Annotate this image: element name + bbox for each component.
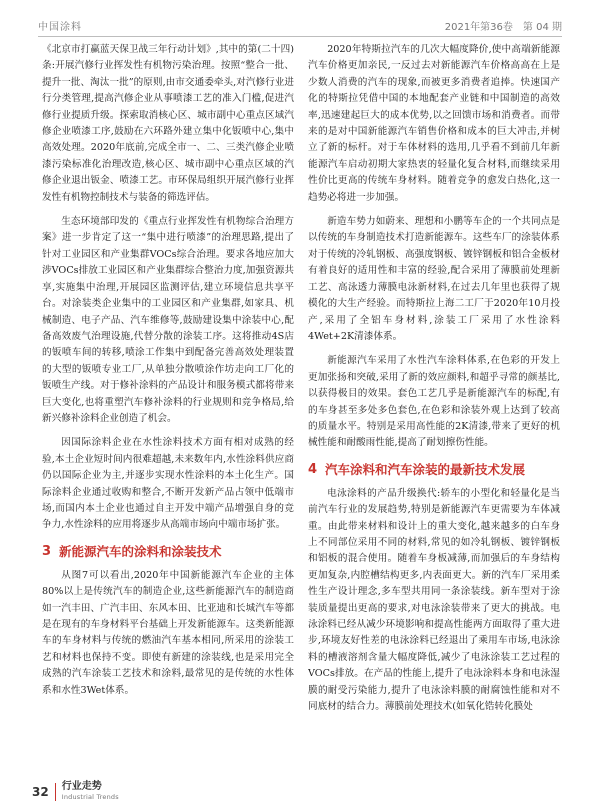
section-number: 3 [42, 543, 52, 559]
paragraph: 新能源汽车采用了水性汽车涂料体系,在色彩的开发上更加张扬和突破,采用了新的效应颜料,和超乎寻常的颜基比,以获得极目的效果。套色工艺几乎是新能源汽车的标配,有的车身甚至多处多色套色,在色彩和涂装外观上达到了较高的质量水平。特别是采用高性能的2K清漆,带来了更好的机械性能和耐酸雨性能,提高了耐划擦伤性能。 [308, 355, 560, 449]
section-title: 新能源汽车的涂料和涂装技术 [59, 543, 222, 559]
column-title [62, 782, 119, 802]
page-footer [32, 782, 119, 802]
paragraph: 2020年特斯拉汽车的几次大幅度降价,使中高端新能源汽车价格更加亲民,一反过去对新能源汽车价格高高在上是少数人消费的汽车的现象,而被更多消费者追捧。快速国产化的特斯拉凭借中国的本地配套产业链和中国制造的高效率,迅速建起巨大的成本优势,以之回馈市场和消费者。而带来的是对中国新能源汽车销售价格和成本的巨大冲击,并树立了新的标杆。对于车体材料的选用,几乎看不到前几年新能源汽车启动初期大家热衷的轻量化复合材料,而继续采用性价比更高的传统车身材料。随着竞争的愈发白热化,这一趋势必将进一步加强。 [308, 44, 560, 203]
paragraph: 生态环境部印发的《重点行业挥发性有机物综合治理方案》进一步肯定了这一“集中进行喷漆”的治理思路,提出了针对工业园区和产业集群VOCs综合治理。要求各地应加大涉VOCs排放工业园区和产业集群综合整治力度,加强资源共享,实施集中治理,开展园区监测评估,建立环境信息共享平台。对涂装类企业集中的工业园区和产业集群,如家具、机械制造、电子产品、汽车维修等,鼓励建设集中涂装中心,配备高效废气治理设施,代替分散的涂装工序。这将推动4S店的钣喷车间的转移,喷涂工作集中到配备完善高效处理装置的大型的钣喷专业工厂,从单独分散喷涂作坊走向工厂化的钣喷生产线。对于修补涂料的产品设计和服务模式都将带来巨大变化,也将重塑汽车修补涂料的行业规则和竞争格局,给新兴修补涂料企业创造了机会。 [42, 216, 294, 424]
section-heading [308, 462, 560, 478]
right-column [308, 42, 560, 766]
section-number: 4 [308, 461, 318, 477]
page-number: 32 [32, 785, 49, 799]
paragraph: 《北京市打赢蓝天保卫战三年行动计划》,其中的第(二十四)条:开展汽修行业挥发性有机物污染治理。按照“整合一批、提升一批、淘汰一批”的原则,由市交通委牵头,对汽修行业进行分类管理,提高汽修企业从事喷漆工艺的准入门槛,促进汽修行业提质升级。探索取消核心区、城市副中心重点区域汽修企业喷漆工序,鼓励在六环路外建立集中化钣喷中心,集中高效处理。2020年底前,完成全市一、二、三类汽修企业喷漆污染标准化治理改造,核心区、城市副中心重点区域的汽修企业退出钣金、喷漆工艺。市环保局组织开展汽修行业挥发性有机物控制技术与装备的筛选评估。 [42, 44, 294, 203]
paragraph: 从图7可以看出,2020年中国新能源汽车企业的主体80%以上是传统汽车的制造企业,这些新能源汽车的制造商如一汽丰田、广汽丰田、东风本田、比亚迪和长城汽车等都是在现有的车身材料平台基础上开发新能源车。这类新能源车的车身材料与传统的燃油汽车基本相同,所采用的涂装工艺和材料也保持不变。即使有新建的涂装线,也是采用完全成熟的汽车涂装工艺技术和涂料,最常见的是传统的水性体系和水性3Wet体系。 [42, 569, 294, 696]
paragraph: 因国际涂料企业在水性涂料技术方面有相对成熟的经验,本土企业短时间内很难超越,未来数年内,水性涂料供应商仍以国际企业为主,并逐步实现水性涂料的本土化生产。国际涂料企业通过收购和整合,不断开发新产品占领中低端市场,而国内本土企业也通过自主开发中端产品增强自身的竞争力,水性涂料的应用将逐步从高端市场向中端市场扩张。 [42, 437, 294, 531]
footer-divider [55, 783, 56, 801]
paragraph: 电泳涂料的产品升级换代:轿车的小型化和轻量化是当前汽车行业的发展趋势,特别是新能源汽车更需要为车体减重。由此带来材料和设计上的重大变化,越来越多的白车身上不同部位采用不同的材料,常见的如冷轧钢板、镀锌钢板和铝板的混合使用。随着车身板减薄,而加强后的车身结构更加复杂,内腔槽结构更多,内表面更大。新的汽车厂采用柔性生产设计理念,多车型共用同一条涂装线。新车型对于涂装质量提出更高的要求,对电泳涂装带来了更大的挑战。电泳涂料已经从减少环境影响和提高性能两方面取得了重大进步,环境友好性差的电泳涂料已经退出了乘用车市场,电泳涂料的槽液溶剂含量大幅度降低,减少了电泳涂装工艺过程的VOCs排放。在产品的性能上,提升了电泳涂料本身和电泳湿膜的耐受污染能力,提升了电泳涂料膜的耐腐蚀性能和对不同底材的结合力。薄膜前处理技术(如氧化锆转化膜处 [308, 487, 560, 713]
issue-info: 2021年第36卷 第 04 期 [444, 22, 562, 33]
column-title-zh: 行业走势 [61, 781, 102, 792]
section-heading [42, 544, 294, 560]
header-divider [38, 36, 562, 37]
paragraph: 新造车势力如蔚来、理想和小鹏等车企的一个共同点是以传统的车身制造技术打造新能源车。这些车厂的涂装体系对于传统的冷轧钢板、高强度钢板、镀锌钢板和铝合金板材有着良好的适用性和丰富的经验,配合采用了薄膜前处理新工艺、高泳透力薄膜电泳新材料,在过去几年里也获得了规模化的大生产经验。而特斯拉上海二工厂于2020年10月投产,采用了全铝车身材料,涂装工厂采用了水性涂料4Wet+2K清漆体系。 [308, 216, 560, 342]
left-column [42, 42, 294, 766]
column-title-en: Industrial Trends [61, 793, 119, 801]
section-title: 汽车涂料和汽车涂装的最新技术发展 [325, 461, 526, 477]
magazine-name: 中国涂料 [38, 22, 82, 33]
page-header [38, 18, 562, 34]
